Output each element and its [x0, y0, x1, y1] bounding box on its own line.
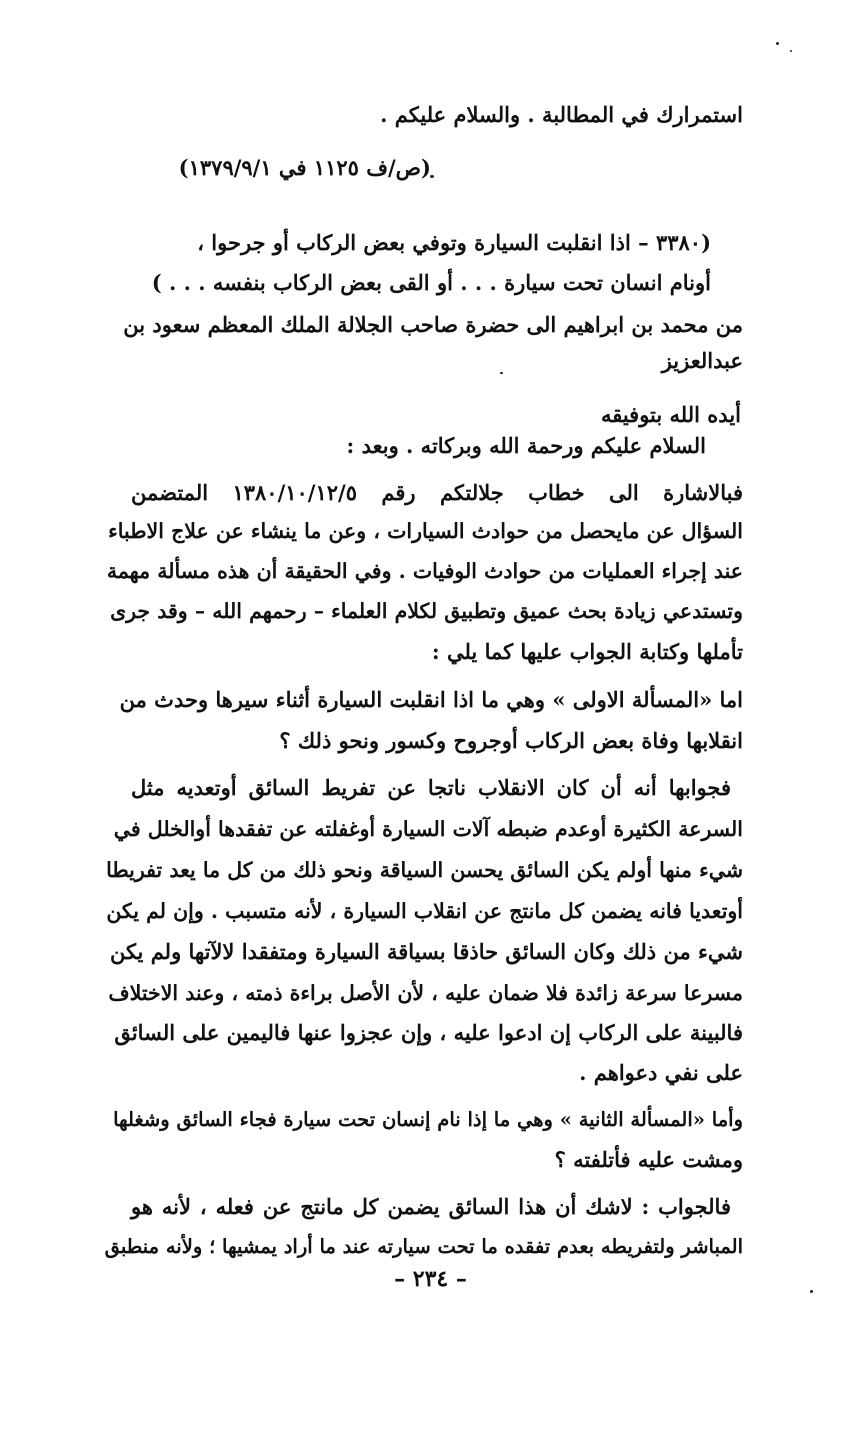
salutation-line: أيده الله بتوفيقه [600, 402, 741, 427]
text-line: ومشت عليه فأتلفته ؟ [554, 1147, 743, 1172]
text-line: السرعة الكثيرة أوعدم ضبطه آلات السيارة أوغفلته عن تفقدها أوالخلل في [113, 817, 743, 841]
scan-speck [500, 372, 503, 374]
text-line: انقلابها وفاة بعض الركاب أوجروح وكسور ونحو ذلك ؟ [279, 728, 743, 753]
text-line: فبالاشارة الى خطاب جلالتكم رقم ١٣٨٠/١٠/١٢/٥ المتضمن [131, 480, 743, 505]
text-line: وتستدعي زيادة بحث عميق وتطبيق لكلام العلماء – رحمهم الله – وقد جرى [110, 599, 743, 623]
heading-line: (٣٣٨٠ – اذا انقلبت السيارة وتوفي بعض الركاب أو جرحوا ، [197, 230, 711, 255]
text-line: المباشر ولتفريطه بعدم تفقده ما تحت سيارته عند ما أراد يمشيها ؛ ولأنه منطبق [104, 1235, 743, 1258]
text-line: عند إجراء العمليات من حوادث الوفيات . وفي الحقيقة أن هذه مسألة مهمة [106, 559, 743, 583]
text-line: تأملها وكتابة الجواب عليها كما يلي : [431, 639, 743, 664]
text-line: فجوابها أنه أن كان الانقلاب ناتجا عن تفريط السائق أوتعديه مثل [131, 775, 731, 800]
text-line: اما «المسألة الاولى » وهي ما اذا انقلبت السيارة أثناء سيرها وحدث من [119, 687, 743, 712]
text-line: وأما «المسألة الثانية » وهي ما إذا نام إنسان تحت سيارة فجاء السائق وشغلها [113, 1108, 743, 1131]
page-number: – ٢٣٤ – [394, 1266, 467, 1292]
reference-line: (ص/ف ١١٢٥ في ١٣٧٩/٩/١) [178, 155, 431, 180]
text-line: على نفي دعواهم . [579, 1060, 743, 1085]
scan-speck [790, 50, 792, 52]
text-line: عبدالعزيز [661, 348, 743, 373]
text-line: فالجواب : لاشك أن هذا السائق يضمن كل مانتج عن فعله ، لأنه هو [131, 1194, 731, 1219]
text-line: فالبينة على الركاب إن ادعوا عليه ، وإن عجزوا عنها فاليمين على السائق [114, 1020, 743, 1045]
text-line: مسرعا سرعة زائدة فلا ضمان عليه ، لأن الأصل براءة ذمته ، وعند الاختلاف [108, 981, 743, 1005]
text-line: أوتعديا فانه يضمن كل مانتج عن انقلاب السيارة ، لأنه متسبب . وإن لم يكن [106, 899, 743, 923]
text-line: السؤال عن مايحصل من حوادث السيارات ، وعن ما ينشاء عن علاج الاطباء [108, 519, 743, 543]
text-line: شيء من ذلك وكان السائق حاذقا بسياقة السيارة ومتفقدا لالآتها ولم يكن [109, 939, 743, 964]
text-line: من محمد بن ابراهيم الى حضرة صاحب الجلالة الملك المعظم سعود بن [123, 312, 743, 337]
heading-line: أونام انسان تحت سيارة . . . أو القى بعض الركاب بنفسه . . . ) [151, 270, 711, 295]
text-line: شيء منها أولم يكن السائق يحسن السياقة ونحو ذلك من كل ما يعد تفريطا [106, 858, 743, 882]
text-line: السلام عليكم ورحمة الله وبركاته . وبعد : [346, 433, 706, 458]
scan-speck [776, 42, 779, 45]
text-line: استمرارك في المطالبة . والسلام عليكم . [380, 102, 743, 127]
